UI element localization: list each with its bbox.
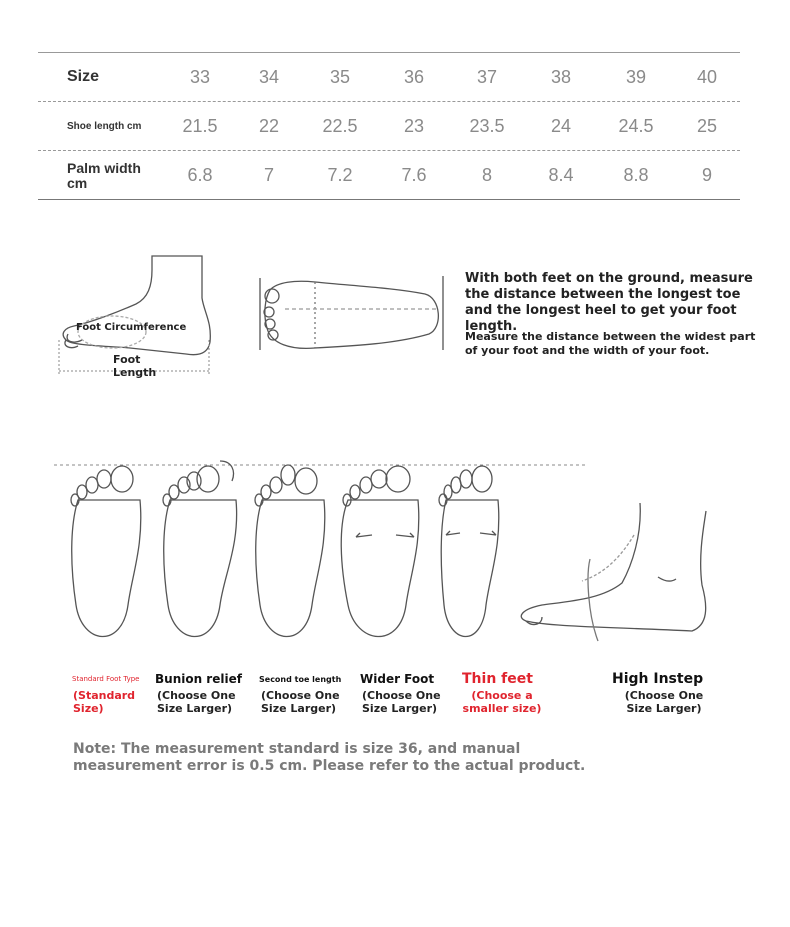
foot-circumference-label: Foot Circumference (76, 322, 187, 333)
top-foot-measure-illustration (255, 272, 450, 356)
foot-type-title-thin: Thin feet (462, 671, 533, 687)
high-instep-illustration (512, 495, 712, 655)
foot-type-sub-bunion: (Choose One Size Larger) (157, 689, 236, 715)
shoe-length-cell: 23.5 (469, 115, 505, 136)
foot-outline-thin (439, 466, 499, 637)
foot-type-sub-wider: (Choose One Size Larger) (362, 689, 441, 715)
shoe-length-cell: 25 (696, 115, 718, 136)
palm-width-cell: 8 (481, 164, 492, 185)
size-row (38, 52, 740, 101)
shoe-length-cell: 24.5 (618, 115, 654, 136)
row-label-palm-width: Palm width cm (67, 160, 141, 191)
row-label-shoe-length: Shoe length cm (67, 120, 142, 132)
shoe-length-cell: 23 (403, 115, 425, 136)
size-cell: 39 (625, 66, 647, 87)
row-label-size: Size (67, 68, 100, 85)
foot-type-title-wider: Wider Foot (360, 672, 435, 686)
measurement-note: Note: The measurement standard is size 36, and manual measurement error is 0.5 cm. Please refer to the actual product. (73, 741, 586, 774)
shoe-length-cell: 22.5 (322, 115, 358, 136)
size-cell: 34 (258, 66, 280, 87)
size-cell: 35 (329, 66, 351, 87)
foot-type-sub-second-toe: (Choose One Size Larger) (261, 689, 340, 715)
size-cell: 33 (189, 66, 211, 87)
shoe-length-row (38, 101, 740, 150)
palm-width-cell: 9 (701, 164, 712, 185)
foot-outline-second-toe (255, 465, 325, 637)
shoe-length-cell: 24 (550, 115, 572, 136)
foot-type-title-bunion: Bunion relief (155, 672, 242, 686)
foot-types-illustration (52, 455, 587, 655)
size-cell: 36 (403, 66, 425, 87)
foot-length-label-line2: Length (113, 366, 157, 379)
palm-width-cell: 7 (263, 164, 274, 185)
shoe-length-cell: 21.5 (182, 115, 218, 136)
foot-type-sub-thin: (Choose a smaller size) (462, 689, 542, 715)
foot-length-label-line1: Foot (113, 353, 141, 366)
palm-width-cell: 7.6 (401, 164, 427, 185)
palm-width-row (38, 150, 740, 200)
size-cell: 37 (476, 66, 498, 87)
palm-width-cell: 8.8 (623, 164, 649, 185)
instruction-foot-width: Measure the distance between the widest part of your foot and the width of your foot. (465, 330, 756, 357)
palm-width-cell: 6.8 (187, 164, 213, 185)
instruction-foot-length: With both feet on the ground, measure the distance between the longest toe and the longest heel to get your foot length. (465, 271, 753, 334)
foot-type-sub-standard: (Standard Size) (73, 689, 136, 715)
palm-width-cell: 8.4 (548, 164, 574, 185)
size-chart-table (38, 52, 740, 200)
foot-type-sub-high-instep: (Choose One Size Larger) (624, 689, 704, 715)
foot-type-title-high-instep: High Instep (612, 671, 704, 687)
foot-outline-standard (71, 466, 141, 637)
foot-outline-wide (341, 466, 419, 637)
foot-outline-bunion (163, 461, 237, 637)
size-cell: 38 (550, 66, 572, 87)
palm-width-cell: 7.2 (327, 164, 353, 185)
size-cell: 40 (696, 66, 718, 87)
foot-type-title-standard: Standard Foot Type (72, 675, 140, 683)
foot-type-title-second-toe: Second toe length (259, 675, 342, 684)
shoe-length-cell: 22 (258, 115, 280, 136)
foot-length-label (113, 353, 156, 379)
